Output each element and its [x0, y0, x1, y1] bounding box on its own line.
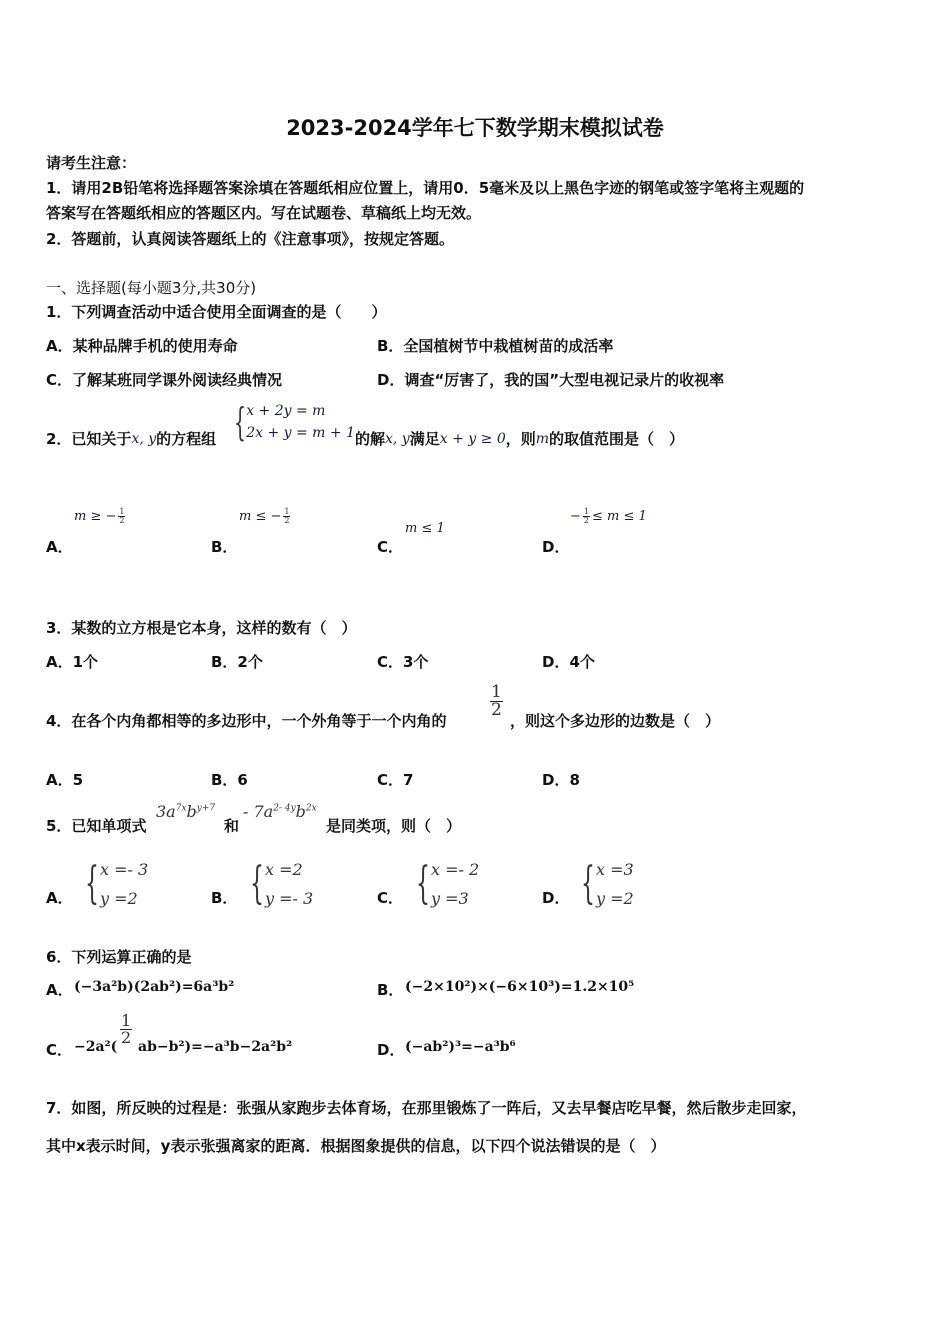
q2-equation-system	[228, 400, 355, 444]
page-title: 2023-2024学年七下数学期末模拟试卷	[286, 116, 664, 140]
section-heading: 一、选择题(每小题3分,共30分)	[46, 279, 257, 297]
q5-option-b-label: B．	[211, 889, 238, 907]
notice-line-1: 1．请用2B铅笔将选择题答案涂填在答题纸相应位置上，请用0．5毫米及以上黑色字迹的钢笔或签字笔将主观题的	[46, 179, 805, 197]
q2-option-d-math: − $\frac{1}{2}$ ≤ m ≤ 1	[570, 507, 647, 525]
q5-stem-part3: 是同类项，则（ ）	[326, 817, 462, 835]
q2-option-d-label: D．	[542, 538, 570, 556]
q6-stem: 6．下列运算正确的是	[46, 948, 192, 966]
q6-option-c-label: C．	[46, 1041, 73, 1059]
notice-heading: 请考生注意：	[46, 154, 137, 172]
q1-option-b: B．全国植树节中栽植树苗的成活率	[377, 337, 614, 355]
q6-option-b: (−2×10²)×(−6×10³)=1.2×10⁵	[405, 979, 635, 995]
q5-monomial-1: $3a^{7x}b^{y+7}$	[156, 802, 216, 821]
q6-option-c-fraction: $\frac{1}{2}$	[121, 1011, 132, 1047]
q3-option-b: B．2个	[211, 653, 263, 671]
q6-option-a-label: A．	[46, 981, 73, 999]
q5-option-a-system: { x =- 3 y =2	[85, 858, 149, 909]
left-brace-icon: {	[85, 858, 99, 909]
q4-option-c: C．7	[377, 771, 414, 789]
left-brace-icon: {	[416, 858, 430, 909]
q2-option-b-label: B．	[211, 538, 238, 556]
q6-option-d-label: D．	[377, 1041, 405, 1059]
q5-stem-part2: 和	[224, 817, 240, 835]
q5-stem-part1: 5．已知单项式	[46, 817, 147, 835]
q4-option-b: B．6	[211, 771, 248, 789]
q6-option-d: (−ab²)³=−a³b⁶	[405, 1039, 516, 1055]
q3-option-c: C．3个	[377, 653, 429, 671]
q2-eq2: 2x + y = m + 1	[246, 425, 355, 441]
q5-option-a-label: A．	[46, 889, 73, 907]
q2-option-c-label: C．	[377, 538, 404, 556]
q3-option-a: A．1个	[46, 653, 99, 671]
q5-option-d-label: D．	[542, 889, 570, 907]
q4-stem-part1: 4．在各个内角都相等的多边形中，一个外角等于一个内角的	[46, 712, 447, 730]
q6-option-c-part1: −2a²(	[74, 1039, 118, 1055]
q4-option-d: D．8	[542, 771, 580, 789]
q5-monomial-2: - $7a^{2- 4y}b^{2x}$	[243, 802, 317, 821]
notice-line-1b: 答案写在答题纸相应的答题区内。写在试题卷、草稿纸上均无效。	[46, 204, 482, 222]
q4-stem-part2: ，则这个多边形的边数是（ ）	[510, 712, 721, 730]
q4-fraction: $\frac{1}{2}$	[491, 682, 502, 720]
q3-stem: 3．某数的立方根是它本身，这样的数有（ ）	[46, 619, 357, 637]
q1-option-d: D．调查“厉害了，我的国”大型电视记录片的收视率	[377, 371, 725, 389]
q5-option-b-system: { x =2 y =- 3	[250, 858, 314, 909]
q1-option-a: A．某种品牌手机的使用寿命	[46, 337, 238, 355]
q2-condition: x + y ≥ 0	[439, 430, 506, 447]
q5-option-c-system: { x =- 2 y =3	[416, 858, 480, 909]
q1-option-c: C．了解某班同学课外阅读经典情况	[46, 371, 283, 389]
q5-option-c-label: C．	[377, 889, 404, 907]
notice-line-2: 2．答题前，认真阅读答题纸上的《注意事项》，按规定答题。	[46, 230, 454, 248]
q2-stem-rest: 的解 x, y 满足 x + y ≥ 0 ，则 m 的取值范围是（ ）	[355, 430, 685, 448]
q2-option-c-math: m ≤ 1	[405, 521, 445, 536]
q2-option-a-label: A．	[46, 538, 73, 556]
q3-option-d: D．4个	[542, 653, 595, 671]
left-brace-icon: {	[234, 400, 247, 444]
q2-stem: 2．已知关于 x, y 的方程组	[46, 430, 217, 448]
left-brace-icon: {	[581, 858, 595, 909]
q7-line-2: 其中x表示时间，y表示张强离家的距离．根据图象提供的信息，以下四个说法错误的是（ ）	[46, 1137, 666, 1155]
q2-eq1: x + 2y = m	[246, 403, 326, 419]
q6-option-b-label: B．	[377, 981, 404, 999]
q2-option-a-math: m ≥ − $\frac{1}{2}$	[74, 507, 125, 525]
left-brace-icon: {	[250, 858, 264, 909]
q6-option-c-part2: ab−b²)=−a³b−2a²b²	[138, 1039, 293, 1055]
q4-option-a: A．5	[46, 771, 84, 789]
q7-line-1: 7．如图，所反映的过程是：张强从家跑步去体育场，在那里锻炼了一阵后，又去早餐店吃早餐，然后散步走回家，	[46, 1099, 807, 1117]
q6-option-a: (−3a²b)(2ab²)=6a³b²	[74, 979, 235, 995]
q2-option-b-math: m ≤ − $\frac{1}{2}$	[239, 507, 290, 525]
q5-option-d-system: { x =3 y =2	[581, 858, 634, 909]
q1-stem: 1．下列调查活动中适合使用全面调查的是（ ）	[46, 303, 387, 321]
q2-vars: x, y	[131, 430, 157, 447]
